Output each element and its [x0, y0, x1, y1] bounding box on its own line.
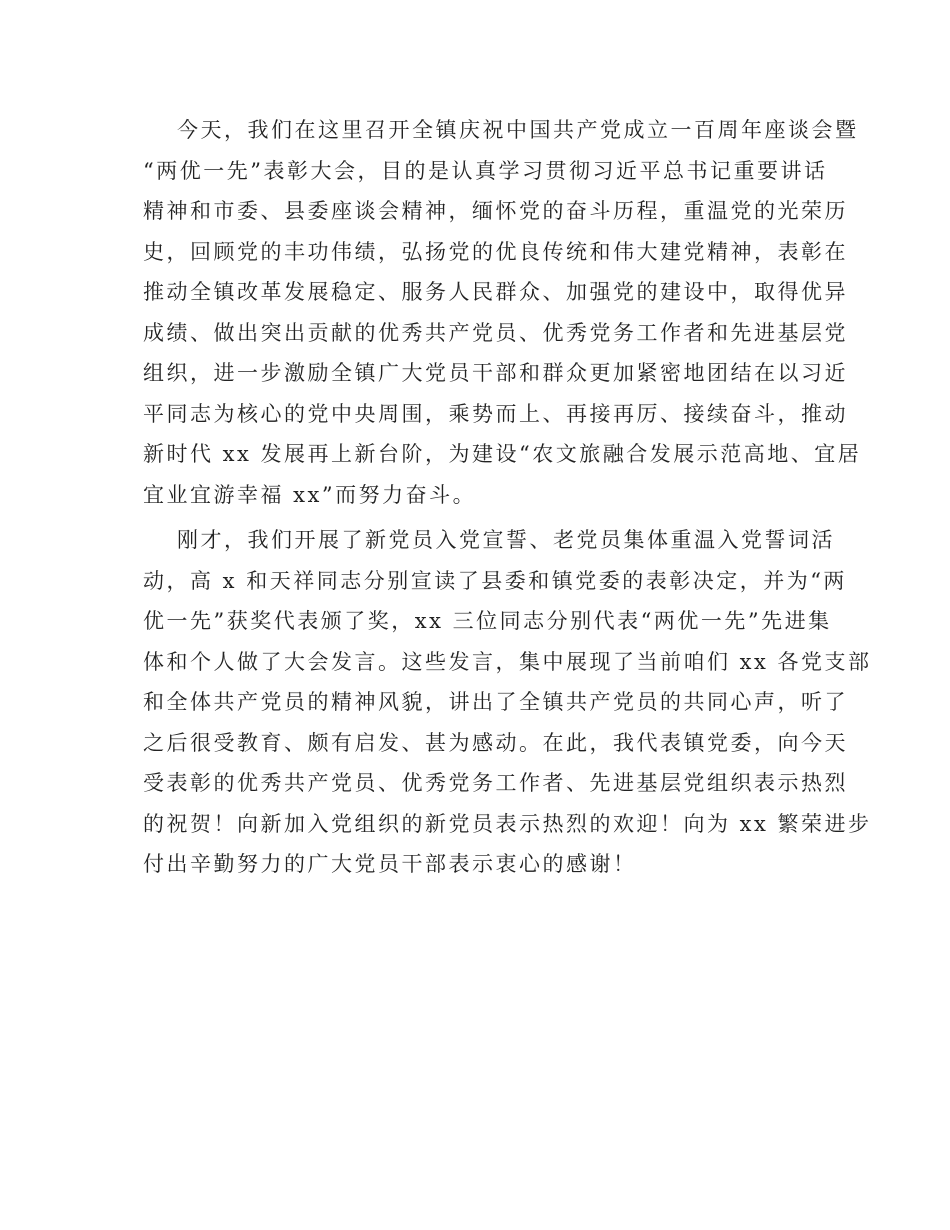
text-line: 平同志为核心的党中央周围，乘势而上、再接再厉、接续奋斗，推动	[143, 401, 848, 426]
paragraph-2	[143, 520, 872, 885]
text-line: 今天，我们在这里召开全镇庆祝中国共产党成立一百周年座谈会暨	[177, 118, 859, 142]
body-text	[143, 110, 872, 885]
text-line: 动，高 x 和天祥同志分别宣读了县委和镇党委的表彰决定，并为“两	[143, 568, 847, 593]
text-line: 的祝贺！向新加入党组织的新党员表示热烈的欢迎！向为 xx 繁荣进步	[143, 811, 872, 836]
text-line: 刚才，我们开展了新党员入党宣誓、老党员集体重温入党誓词活	[177, 528, 835, 552]
text-line: “两优一先”表彰大会，目的是认真学习贯彻习近平总书记重要讲话	[143, 158, 828, 183]
text-line: 推动全镇改革发展稳定、服务人民群众、加强党的建设中，取得优异	[143, 280, 848, 304]
text-line: 受表彰的优秀共产党员、优秀党务工作者、先进基层党组织表示热烈	[143, 771, 848, 795]
text-line: 组织，进一步激励全镇广大党员干部和群众更加紧密地团结在以习近	[143, 361, 848, 385]
text-line: 精神和市委、县委座谈会精神，缅怀党的奋斗历程，重温党的光荣历	[143, 199, 848, 223]
text-line: 体和个人做了大会发言。这些发言，集中展现了当前咱们 xx 各党支部	[143, 649, 872, 674]
text-line: 之后很受教育、颇有启发、甚为感动。在此，我代表镇党委，向今天	[143, 730, 848, 755]
text-line: 成绩、做出突出贡献的优秀共产党员、优秀党务工作者和先进基层党	[143, 320, 848, 345]
text-line: 宜业宜游幸福 xx”而努力奋斗。	[143, 482, 477, 507]
text-line: 和全体共产党员的精神风貌，讲出了全镇共产党员的共同心声，听了	[143, 690, 848, 714]
text-line: 新时代 xx 发展再上新台阶，为建设“农文旅融合发展示范高地、宜居	[143, 442, 862, 466]
text-line: 优一先”获奖代表颁了奖，xx 三位同志分别代表“两优一先”先进集	[143, 609, 832, 633]
text-line: 史，回顾党的丰功伟绩，弘扬党的优良传统和伟大建党精神，表彰在	[143, 239, 848, 264]
paragraph-1	[143, 110, 862, 515]
text-line: 付出辛勤努力的广大党员干部表示衷心的感谢！	[143, 852, 637, 876]
